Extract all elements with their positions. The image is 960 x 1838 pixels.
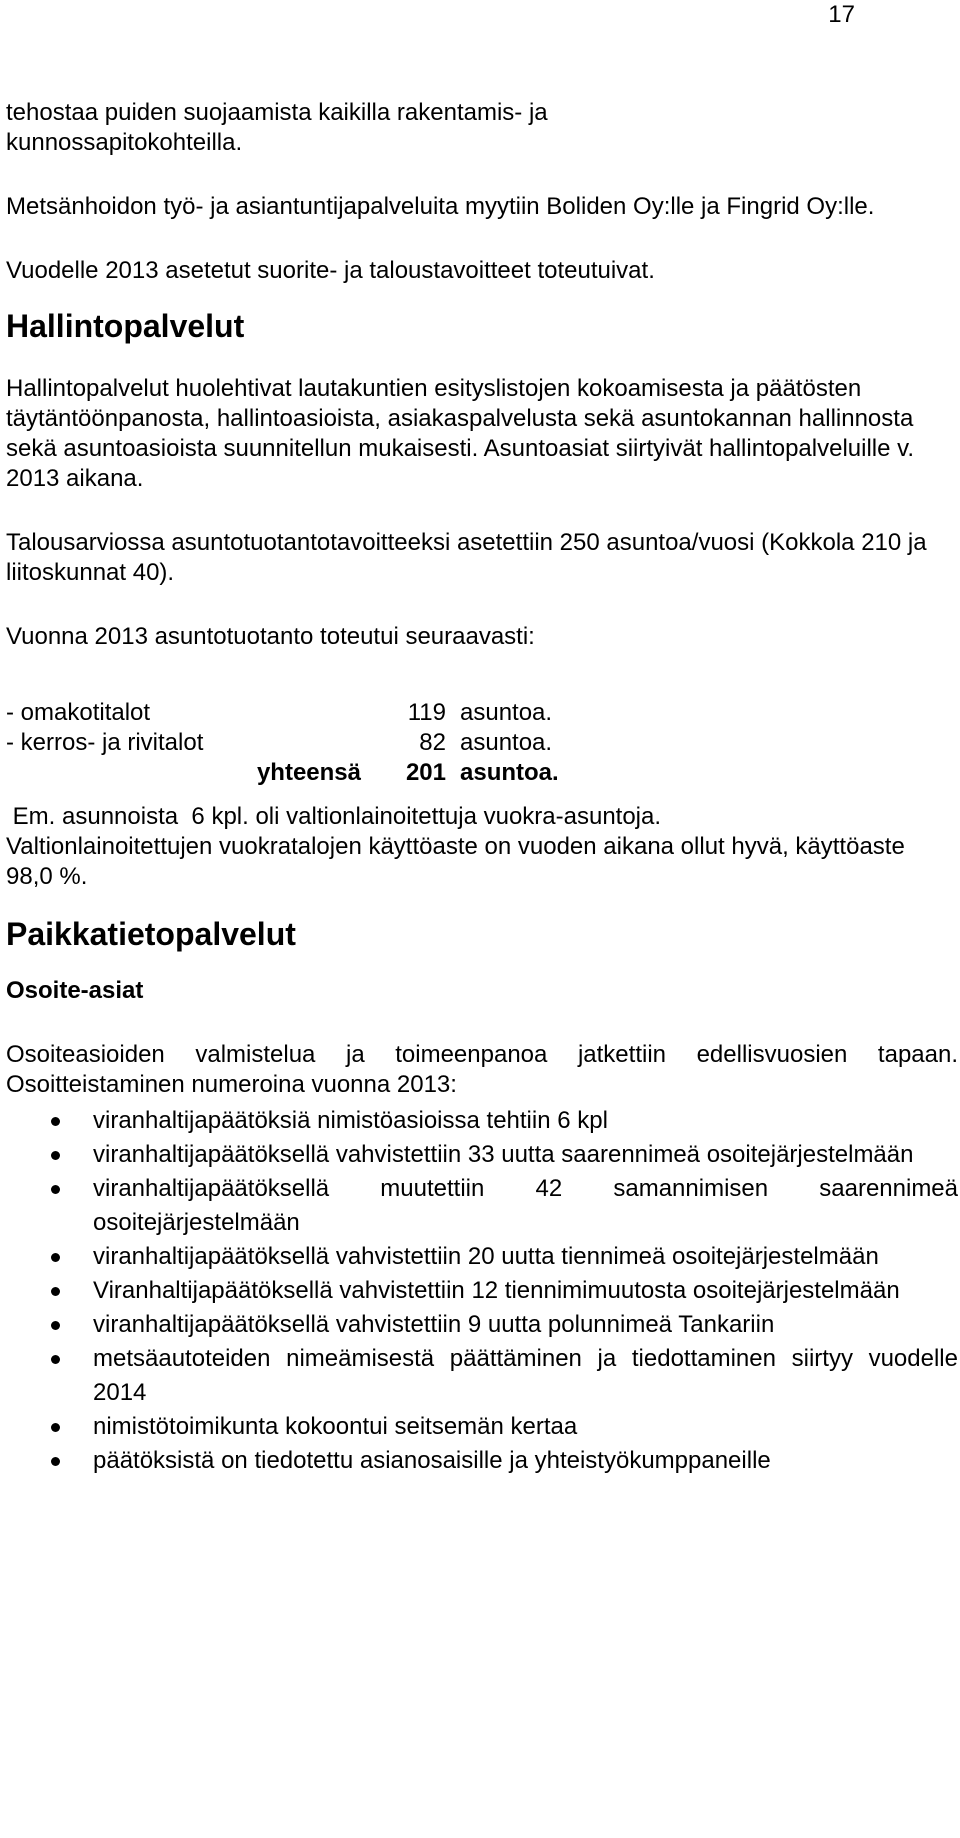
- hallinto-paragraph-5: Valtionlainoitettujen vuokratalojen käyttöaste on vuoden aikana ollut hyvä, käyttöaste 98,0 %.: [6, 833, 905, 890]
- list-item: viranhaltijapäätöksellä vahvistettiin 9 uutta polunnimeä Tankariin: [6, 1308, 958, 1342]
- hallinto-paragraph-1: Hallintopalvelut huolehtivat lautakuntien esityslistojen kokoamisesta ja päätösten täytäntöönpanosta, hallintoasioista, asiakaspalvelusta sekä asuntokannan hallinnosta sekä asuntoasioista suunnitellun mukaisesti. Asuntoasiat siirtyivät hallintopalveluille v. 2013 aikana.: [6, 375, 915, 492]
- list-item: viranhaltijapäätöksellä muutettiin 42 samannimisen saarennimeä osoitejärjestelmään: [6, 1172, 958, 1240]
- housing-row: [6, 698, 956, 728]
- list-item: viranhaltijapäätöksellä vahvistettiin 33 uutta saarennimeä osoitejärjestelmään: [6, 1138, 958, 1172]
- housing-row-name: - kerros- ja rivitalot: [6, 729, 204, 756]
- housing-total-label: yhteensä: [256, 759, 361, 786]
- intro-paragraph-3: Vuodelle 2013 asetetut suorite- ja taloustavoitteet toteutuivat.: [6, 257, 655, 284]
- list-item: nimistötoimikunta kokoontui seitsemän kertaa: [6, 1410, 958, 1444]
- housing-total-row: [6, 758, 956, 788]
- address-stats-list: [6, 1104, 958, 1478]
- housing-total-unit: asuntoa.: [460, 759, 559, 786]
- page-number: 17: [828, 1, 855, 28]
- hallinto-paragraph-2: Talousarviossa asuntotuotantotavoitteeksi asetettiin 250 asuntoa/vuosi (Kokkola 210 ja liitoskunnat 40).: [6, 529, 927, 586]
- list-item: Viranhaltijapäätöksellä vahvistettiin 12 tiennimimuutosta osoitejärjestelmään: [6, 1274, 958, 1308]
- list-item: viranhaltijapäätöksiä nimistöasioissa tehtiin 6 kpl: [6, 1104, 958, 1138]
- housing-row-name: - omakotitalot: [6, 699, 151, 726]
- list-item: viranhaltijapäätöksellä vahvistettiin 20 uutta tiennimeä osoitejärjestelmään: [6, 1240, 958, 1274]
- hallinto-paragraph-3: Vuonna 2013 asuntotuotanto toteutui seuraavasti:: [6, 623, 535, 650]
- hallinto-paragraph-4: Em. asunnoista 6 kpl. oli valtionlainoitettuja vuokra-asuntoja.: [6, 803, 662, 830]
- document-body: [6, 98, 956, 1478]
- housing-row-unit: asuntoa.: [460, 729, 553, 756]
- subheading-osoite-asiat: Osoite-asiat: [6, 977, 144, 1004]
- list-item: päätöksistä on tiedotettu asianosaisille ja yhteistyökumppaneille: [6, 1444, 958, 1478]
- intro-paragraph-1: tehostaa puiden suojaamista kaikilla rakentamis- ja kunnossapitokohteilla.: [6, 99, 548, 156]
- housing-row-unit: asuntoa.: [460, 699, 553, 726]
- housing-row-count: 82: [419, 729, 446, 756]
- intro-paragraph-2: Metsänhoidon työ- ja asiantuntijapalveluita myytiin Boliden Oy:lle ja Fingrid Oy:lle.: [6, 193, 875, 220]
- list-item: metsäautoteiden nimeämisestä päättäminen ja tiedottaminen siirtyy vuodelle 2014: [6, 1342, 958, 1410]
- paikkatieto-paragraph-1: Osoiteasioiden valmistelua ja toimeenpanoa jatkettiin edellisvuosien tapaan. Osoitteistaminen numeroina vuonna 2013:: [6, 1041, 958, 1098]
- housing-total-count: 201: [405, 759, 446, 786]
- heading-hallintopalvelut: Hallintopalvelut: [6, 308, 245, 344]
- housing-row: [6, 728, 956, 758]
- heading-paikkatietopalvelut: Paikkatietopalvelut: [6, 916, 296, 952]
- housing-row-count: 119: [407, 699, 446, 726]
- housing-production-table: [6, 698, 956, 788]
